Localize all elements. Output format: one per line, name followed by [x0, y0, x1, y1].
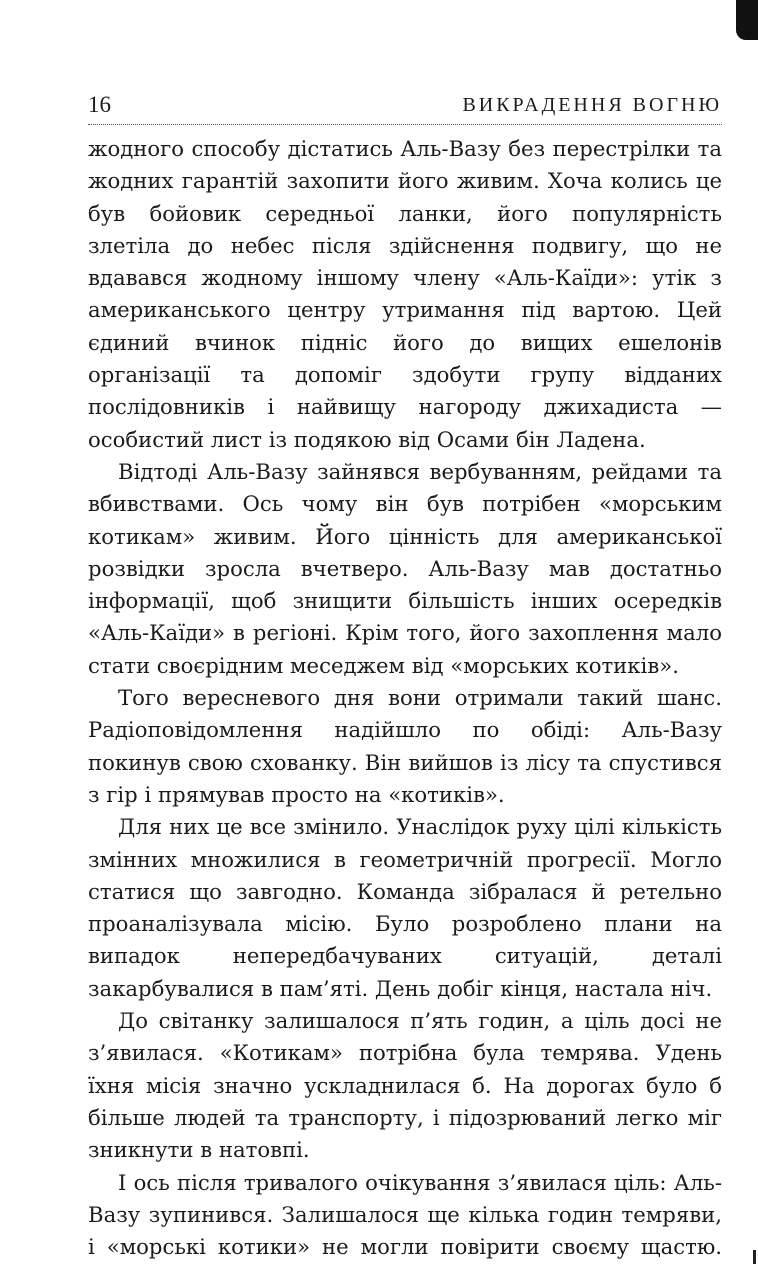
paragraph-5: До світанку залишалося п’ять годин, а ціль досі не з’явилася. «Котикам» потрібна була темрява. Удень їхня місія значно ускладнилася б. На дорогах було б більше людей та транспорту, і підозрюваний легко міг зникнути в натовпі. — [88, 1008, 722, 1163]
page-edge-mark — [736, 0, 758, 40]
header-dotted-rule — [88, 124, 722, 125]
page-edge-mark-bottom — [753, 1250, 756, 1264]
page-header — [88, 90, 722, 124]
running-title: ВИКРАДЕННЯ ВОГНЮ — [462, 94, 722, 116]
body-text — [88, 133, 722, 1263]
paragraph-1: жодного способу дістатись Аль-Вазу без перестрілки та жодних гарантій захопити його живим. Хоча колись це був бойовик середньої ланки, його популярність злетіла до небес після здійснення подвигу, що не вдавався жодному іншому члену «Аль-Каїди»: утік з американського центру утримання під вартою. Цей єдиний вчинок підніс його до вищих ешелонів організації та допоміг здобути групу відданих послідовників і найвищу нагороду джихадиста — особистий лист із подякою від Осами бін Ладена. — [88, 136, 722, 452]
paragraph-2: Відтоді Аль-Вазу зайнявся вербуванням, рейдами та вбивствами. Ось чому він був потрібен «морським котикам» живим. Його цінність для американської розвідки зросла вчетверо. Аль-Вазу мав достатньо інформації, щоб знищити більшість інших осередків «Аль-Каїди» в регіоні. Крім того, його захоплення мало стати своєрідним меседжем від «морських котиків». — [88, 458, 722, 678]
paragraph-6: І ось після тривалого очікування з’явилася ціль: Аль-Вазу зупинився. Залишалося ще кілька годин темряви, і «морські котики» не могли повірити своєму щастю. — [88, 1169, 722, 1260]
page-number: 16 — [88, 92, 111, 117]
paragraph-3: Того вересневого дня вони отримали такий шанс. Радіоповідомлення надійшло по обіді: Аль-Вазу покинув свою схованку. Він вийшов із лісу та спустився з гір і прямував просто на «котиків». — [88, 685, 722, 807]
paragraph-4: Для них це все змінило. Унаслідок руху цілі кількість змінних множилися в геометричній прогресії. Могло статися що завгодно. Команда зібралася й ретельно проаналізувала місію. Було розроблено плани на випадок непередбачуваних ситуацій, деталі закарбувалися в пам’яті. День добіг кінця, настала ніч. — [88, 814, 722, 1001]
